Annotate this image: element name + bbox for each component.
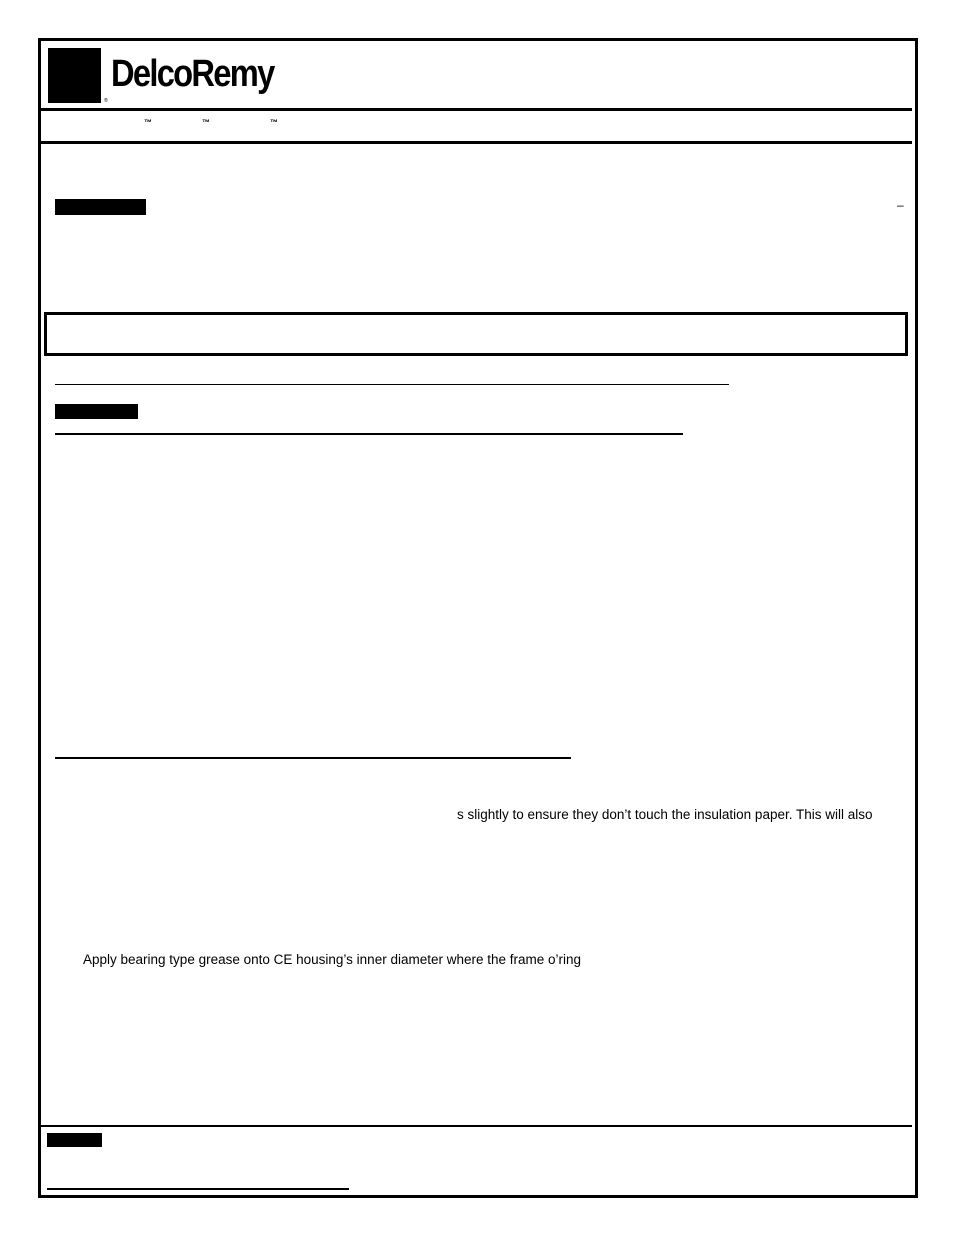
brand-logo-text: DelcoRemy <box>111 53 274 95</box>
section-heading-bar <box>55 199 146 215</box>
registered-mark: ® <box>104 98 108 104</box>
underline-rule <box>55 384 729 385</box>
trademark-mark: ™ <box>144 118 152 127</box>
note-box <box>44 312 908 356</box>
instruction-text-grease: Apply bearing type grease onto CE housing’s inner diameter where the frame o’ring <box>83 952 582 967</box>
logo-mark <box>48 48 101 103</box>
instruction-text-insulation: s slightly to ensure they don’t touch the insulation paper. This will also <box>457 807 873 822</box>
subsection-heading-bar <box>55 404 138 419</box>
page-border <box>38 38 918 1198</box>
trademark-mark: ™ <box>202 118 210 127</box>
underline-rule <box>55 757 571 759</box>
header-divider-top <box>41 108 912 111</box>
footer-underline <box>47 1188 349 1190</box>
underline-rule <box>55 433 683 435</box>
trademark-mark: ™ <box>270 118 278 127</box>
footer-divider <box>41 1125 912 1127</box>
footer-heading-bar <box>47 1133 102 1147</box>
trailing-dash: – <box>897 198 904 212</box>
header-divider-bottom <box>41 141 912 144</box>
